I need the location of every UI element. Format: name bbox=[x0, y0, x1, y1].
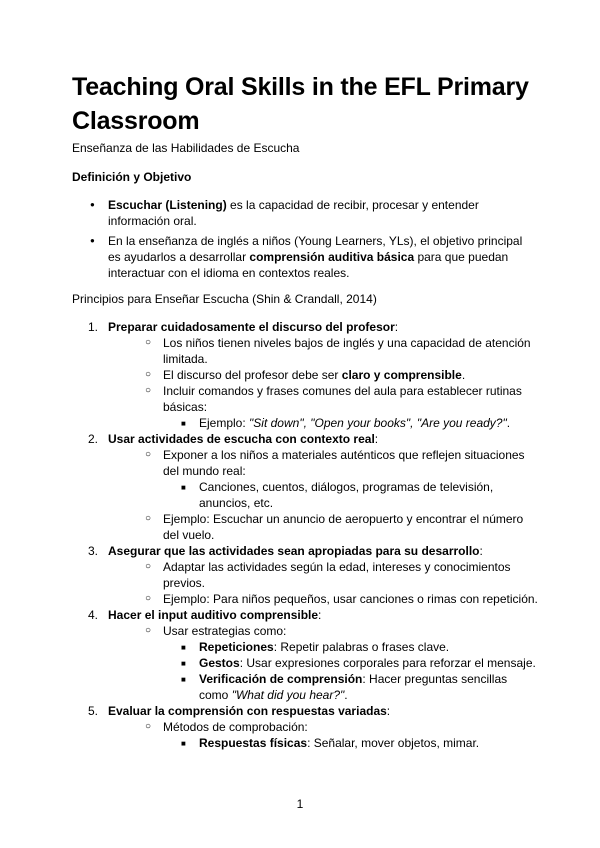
list-item: ○ Ejemplo: Para niños pequeños, usar canciones o rimas con repetición. bbox=[145, 591, 538, 607]
list-item: ○ Usar estrategias como: ■ Repeticiones: Repetir palabras o frases clave. ■ Gestos: Usar expresiones corporales para reforzar el mensaje. ■ Verificación de comprensión: Hacer preguntas sencillas como "What did you hear?". bbox=[145, 623, 538, 703]
list-item: ○ El discurso del profesor debe ser claro y comprensible. bbox=[145, 367, 538, 383]
page-number: 1 bbox=[296, 797, 304, 811]
section-heading: Definición y Objetivo bbox=[72, 170, 192, 184]
list-subitem: ■ Canciones, cuentos, diálogos, programas de televisión, anuncios, etc. bbox=[181, 479, 538, 511]
principles-list bbox=[88, 319, 538, 751]
principle-item: 5. Evaluar la comprensión con respuestas variadas: ○ Métodos de comprobación: ■ Respuestas físicas: Señalar, mover objetos, mimar. bbox=[88, 703, 538, 751]
intro-bullet: ● En la enseñanza de inglés a niños (Young Learners, YLs), el objetivo principal es ayudarlos a desarrollar comprensión auditiva básica para que puedan interactuar con el idioma en contextos reales. bbox=[90, 233, 530, 281]
list-item: ○ Incluir comandos y frases comunes del aula para establecer rutinas básicas: ■ Ejemplo: "Sit down", "Open your books", "Are you ready?". bbox=[145, 383, 538, 431]
list-item: ○ Adaptar las actividades según la edad, intereses y conocimientos previos. bbox=[145, 559, 538, 591]
list-item: ○ Ejemplo: Escuchar un anuncio de aeropuerto y encontrar el número del vuelo. bbox=[145, 511, 538, 543]
list-item: ○ Exponer a los niños a materiales auténticos que reflejen situaciones del mundo real: ■ Canciones, cuentos, diálogos, programas de televisión, anuncios, etc. bbox=[145, 447, 538, 511]
list-item: ○ Métodos de comprobación: ■ Respuestas físicas: Señalar, mover objetos, mimar. bbox=[145, 719, 538, 751]
list-subitem: ■ Repeticiones: Repetir palabras o frases clave. bbox=[181, 639, 538, 655]
principle-item: 1. Preparar cuidadosamente el discurso del profesor: ○ Los niños tienen niveles bajos de inglés y una capacidad de atención limitada. ○ El discurso del profesor debe ser claro y comprensible. ○ Incluir comandos y frases comunes del aula para establecer rutinas básicas: ■ Ejemplo: "Sit down", "Open your books", "Are you ready?". bbox=[88, 319, 538, 431]
intro-bullet: ● Escuchar (Listening) es la capacidad de recibir, procesar y entender información oral. bbox=[90, 197, 530, 229]
page-subtitle: Enseñanza de las Habilidades de Escucha bbox=[72, 141, 300, 155]
principle-item: 3. Asegurar que las actividades sean apropiadas para su desarrollo: ○ Adaptar las actividades según la edad, intereses y conocimientos previos. ○ Ejemplo: Para niños pequeños, usar canciones o rimas con repetición. bbox=[88, 543, 538, 607]
principle-item: 4. Hacer el input auditivo comprensible: ○ Usar estrategias como: ■ Repeticiones: Repetir palabras o frases clave. ■ Gestos: Usar expresiones corporales para reforzar el mensaje. ■ Verificación de comprensión: Hacer preguntas sencillas como "What did you hear?". bbox=[88, 607, 538, 703]
list-item: ○ Los niños tienen niveles bajos de inglés y una capacidad de atención limitada. bbox=[145, 335, 538, 367]
list-subitem: ■ Verificación de comprensión: Hacer preguntas sencillas como "What did you hear?". bbox=[181, 671, 538, 703]
list-subitem: ■ Ejemplo: "Sit down", "Open your books", "Are you ready?". bbox=[181, 415, 538, 431]
list-subitem: ■ Respuestas físicas: Señalar, mover objetos, mimar. bbox=[181, 735, 538, 751]
principles-heading: Principios para Enseñar Escucha (Shin & Crandall, 2014) bbox=[72, 292, 377, 306]
list-subitem: ■ Gestos: Usar expresiones corporales para reforzar el mensaje. bbox=[181, 655, 538, 671]
principle-item: 2. Usar actividades de escucha con contexto real: ○ Exponer a los niños a materiales auténticos que reflejen situaciones del mundo real: ■ Canciones, cuentos, diálogos, programas de televisión, anuncios, etc. ○ Ejemplo: Escuchar un anuncio de aeropuerto y encontrar el número del vuelo. bbox=[88, 431, 538, 543]
page-title: Teaching Oral Skills in the EFL Primary Classroom bbox=[72, 73, 529, 135]
intro-bullet-list bbox=[90, 197, 530, 285]
